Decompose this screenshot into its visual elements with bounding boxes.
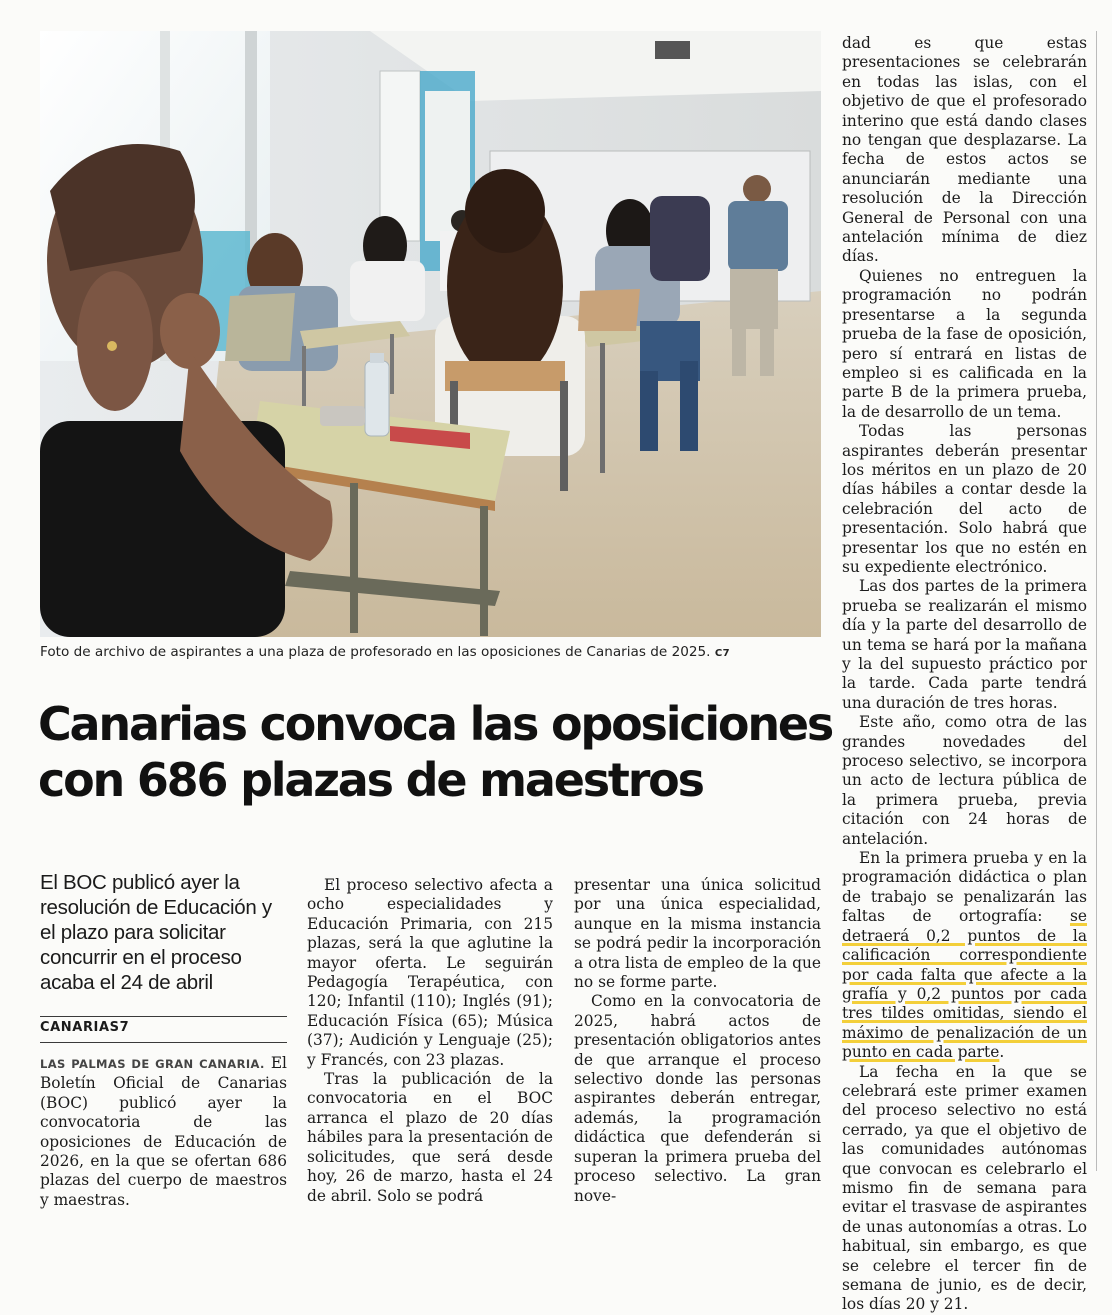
- article-column-3: [574, 876, 821, 1206]
- paragraph: Todas las personas aspirantes deberán presentar los méritos en un plazo de 20 días hábiles a contar desde la celebración del acto de presentación. Solo habrá que presentar los que no estén en su expediente electrónico.: [842, 422, 1087, 576]
- classroom-photo-illustration: [40, 31, 821, 637]
- paragraph-text: En la primera prueba y en la programación didáctica o plan de trabajo se penalizarán las faltas de ortografía:: [842, 849, 1087, 926]
- article-column-2: [307, 876, 553, 1206]
- paragraph: El proceso selectivo afecta a ocho especialidades y Educación Primaria, con 215 plazas, será la que aglutine la mayor oferta. Le seguirán Pedagogía Terapéutica, con 120; Infantil (110); Inglés (91); Educación Física (65); Música (37); Audición y Lenguaje (25); y Francés, con 23 plazas.: [307, 876, 553, 1069]
- paragraph: Quienes no entreguen la programación no podrán presentarse a la segunda prueba de la fase de oposición, pero sí entrará en listas de empleo si es calificada en la parte B de la primera prueba, la de desarrollo de un tema.: [842, 266, 1087, 421]
- headline: Canarias convoca las oposiciones con 686 plazas de maestros: [38, 697, 833, 807]
- paragraph: [842, 849, 1087, 1062]
- paragraph: [40, 1054, 287, 1210]
- lead-summary: El BOC publicó ayer la resolución de Educación y el plazo para solicitar concurrir en el proceso acaba el 24 de abril: [40, 871, 272, 994]
- paragraph-text: El Boletín Oficial de Canarias (BOC) publicó ayer la convocatoria de las oposiciones de Educación de 2026, en la que se ofertan 686 plazas del cuerpo de maestros y maestras.: [40, 1054, 287, 1209]
- paragraph-text: .: [999, 1043, 1005, 1062]
- paragraph: Las dos partes de la primera prueba se realizarán el mismo día y la parte del desarrollo de un tema se hará por la mañana y la del supuesto práctico por la tarde. Cada parte tendrá una duración de tres horas.: [842, 577, 1087, 712]
- dateline: LAS PALMAS DE GRAN CANARIA.: [40, 1057, 265, 1071]
- photo-caption: [40, 644, 830, 660]
- page-edge-rule: [1096, 31, 1097, 1171]
- byline-rule-bottom: [40, 1042, 287, 1043]
- photo-credit: C7: [714, 648, 731, 659]
- article-column-4: [842, 34, 1087, 1315]
- article-column-1: [40, 1054, 287, 1210]
- caption-text: Foto de archivo de aspirantes a una plaza de profesorado en las oposiciones de Canarias de 2025.: [40, 644, 711, 660]
- article-photo: [40, 31, 821, 637]
- paragraph: La fecha en la que se celebrará este primer examen del proceso selectivo no está cerrado, ya que el objetivo de las comunidades autónomas que convocan es celebrarlo el mismo fin de semana para evitar el trasvase de aspirantes de unas autonomías a otras. Lo habitual, sin embargo, es que se celebre el tercer fin de semana de junio, es de decir, los días 20 y 21.: [842, 1062, 1087, 1314]
- paragraph: Este año, como otra de las grandes novedades del proceso selectivo, se incorpora un acto de lectura pública de la primera prueba, previa citación con 24 horas de antelación.: [842, 713, 1087, 848]
- byline: CANARIAS7: [40, 1020, 130, 1035]
- paragraph: Como en la convocatoria de 2025, habrá actos de presentación obligatorios antes de que arranque el proceso selectivo donde las personas aspirantes deberán entregar, además, la programación didáctica que defenderán si superan la primera prueba del proceso selectivo. La gran nove-: [574, 992, 821, 1205]
- paragraph: Tras la publicación de la convocatoria en el BOC arranca el plazo de 20 días hábiles para la presentación de solicitudes, que será desde hoy, 26 de marzo, hasta el 24 de abril. Solo se podrá: [307, 1070, 553, 1205]
- byline-rule-top: [40, 1016, 287, 1017]
- highlighted-text: se detraerá 0,2 puntos de la calificación correspondiente por cada falta que afecte a la grafía y 0,2 puntos por cada tres tildes omitidas, siendo el máximo de penalización de un punto en cada parte: [842, 907, 1087, 1062]
- paragraph: dad es que estas presentaciones se celebrarán en todas las islas, con el objetivo de que el profesorado interino que está dando clases no tengan que desplazarse. La fecha de estos actos se anunciarán mediante una resolución de la Dirección General de Personal con una antelación mínima de diez días.: [842, 34, 1087, 266]
- paragraph: presentar una única solicitud por una única especialidad, aunque en la misma instancia se podrá pedir la incorporación a otra lista de empleo de la que no se forme parte.: [574, 876, 821, 992]
